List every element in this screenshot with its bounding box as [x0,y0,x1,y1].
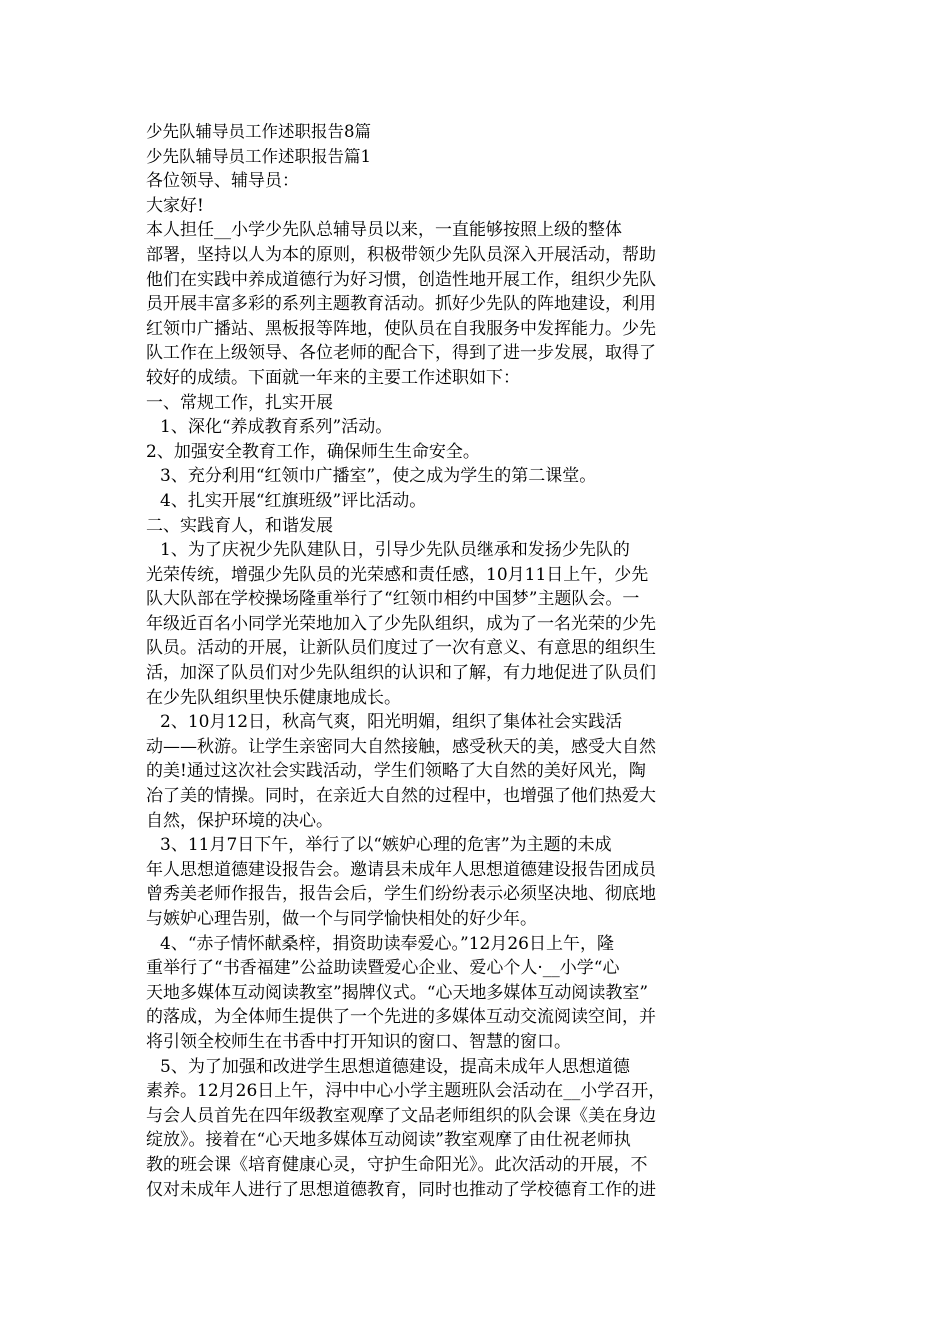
paragraph-line: 1、为了庆祝少先队建队日，引导少先队员继承和发扬少先队的 [160,540,630,561]
greeting: 大家好! [146,195,204,216]
list-item: 2、加强安全教育工作，确保师生生命安全。 [146,441,480,462]
document-page [146,120,726,1202]
paragraph-line: 曾秀美老师作报告，报告会后，学生们纷纷表示必须坚决地、彻底地 [146,884,656,905]
paragraph-line: 与嫉妒心理告别，做一个与同学愉快相处的好少年。 [146,909,537,929]
paragraph-line: 活，加深了队员们对少先队组织的认识和了解，有力地促进了队员们 [146,663,656,684]
paragraph-line: 仅对未成年人进行了思想道德教育，同时也推动了学校德育工作的进 [146,1179,656,1200]
paragraph-line: 重举行了“书香福建”公益助读暨爱心企业、爱心个人·__小学“心 [146,958,620,979]
paragraph-line: 5、为了加强和改进学生思想道德建设，提高未成年人思想道德 [160,1056,630,1077]
paragraph-line: 队大队部在学校操场隆重举行了“红领巾相约中国梦”主题队会。一 [146,589,640,610]
paragraph-line: 光荣传统，增强少先队员的光荣感和责任感，10月11日上午，少先 [146,564,649,585]
paragraph-line: 3、11月7日下午，举行了以“嫉妒心理的危害”为主题的未成 [160,835,612,856]
paragraph-line: 将引领全校师生在书香中打开知识的窗口、智慧的窗口。 [146,1031,571,1052]
paragraph-line: 的落成，为全体师生提供了一个先进的多媒体互动交流阅读空间，并 [146,1007,656,1028]
paragraph-line: 员开展丰富多彩的系列主题教育活动。抓好少先队的阵地建设，利用 [146,294,656,315]
paragraph-line: 的美!通过这次社会实践活动，学生们领略了大自然的美好风光，陶 [146,761,646,782]
paragraph-line: 红领巾广播站、黑板报等阵地，使队员在自我服务中发挥能力。少先 [146,318,656,339]
section-heading: 一、常规工作，扎实开展 [146,392,333,413]
paragraph-line: 队员。活动的开展，让新队员们度过了一次有意义、有意思的组织生 [146,638,656,659]
salutation: 各位领导、辅导员： [146,171,299,192]
paragraph-line: 天地多媒体互动阅读教室”揭牌仪式。“心天地多媒体互动阅读教室” [146,982,649,1003]
paragraph-line: 绽放》。接着在“心天地多媒体互动阅读”教室观摩了由仕祝老师执 [146,1130,631,1151]
paragraph-line: 冶了美的情操。同时，在亲近大自然的过程中，也增强了他们热爱大 [146,786,656,807]
paragraph-line: 教的班会课《培育健康心灵，守护生命阳光》。此次活动的开展，不 [146,1154,648,1175]
paragraph-line: 2、10月12日，秋高气爽，阳光明媚，组织了集体社会实践活 [160,712,623,733]
section-heading: 二、实践育人，和谐发展 [146,515,333,536]
paragraph-line: 部署，坚持以人为本的原则，积极带领少先队员深入开展活动，帮助 [146,244,656,265]
paragraph-line: 与会人员首先在四年级教室观摩了文品老师组织的队会课《美在身边 [146,1105,656,1126]
paragraph-line: 自然，保护环境的决心。 [146,810,333,831]
list-item: 1、深化“养成教育系列”活动。 [160,417,393,438]
paragraph-line: 年级近百名小同学光荣地加入了少先队组织，成为了一名光荣的少先 [146,613,656,634]
list-item: 3、充分利用“红领巾广播室”，使之成为学生的第二课堂。 [160,466,597,487]
document-subtitle: 少先队辅导员工作述职报告篇1 [146,146,371,166]
paragraph-line: 本人担任__小学少先队总辅导员以来，一直能够按照上级的整体 [146,220,622,241]
paragraph-line: 他们在实践中养成道德行为好习惯，创造性地开展工作，组织少先队 [146,269,656,290]
paragraph-line: 素养。12月26日上午，浔中中心小学主题班队会活动在__小学召开， [146,1081,666,1102]
paragraph-line: 较好的成绩。下面就一年来的主要工作述职如下： [146,367,520,388]
paragraph-line: 在少先队组织里快乐健康地成长。 [146,687,401,708]
document-title: 少先队辅导员工作述职报告8篇 [146,122,371,141]
paragraph-line: 年人思想道德建设报告会。邀请县未成年人思想道德建设报告团成员 [146,859,656,880]
paragraph-line: 4、“赤子情怀献桑梓，捐资助读奉爱心。”12月26日上午，隆 [160,933,614,954]
list-item: 4、扎实开展“红旗班级”评比活动。 [160,490,427,511]
paragraph-line: 动——秋游。让学生亲密同大自然接触，感受秋天的美，感受大自然 [146,736,656,757]
paragraph-line: 队工作在上级领导、各位老师的配合下，得到了进一步发展，取得了 [146,343,656,364]
